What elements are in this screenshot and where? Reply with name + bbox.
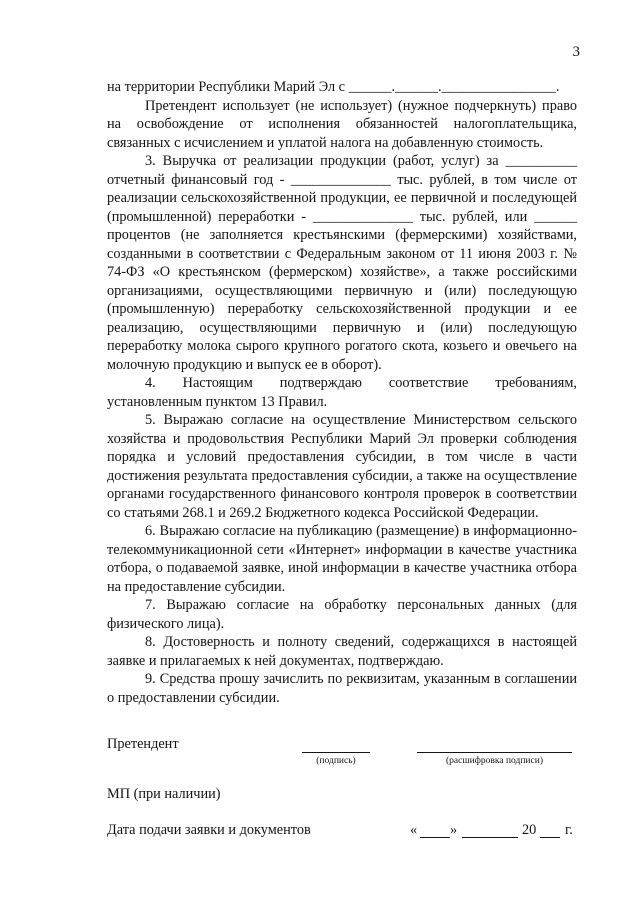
document-body bbox=[107, 78, 577, 707]
date-label: Дата подачи заявки и документов bbox=[107, 822, 311, 838]
date-year-prefix: 20 bbox=[522, 822, 537, 838]
date-open-quote: « bbox=[410, 822, 418, 838]
signature-caption: (подпись) bbox=[316, 756, 356, 766]
date-month-line bbox=[462, 837, 518, 838]
paragraph: 6. Выражаю согласие на публикацию (размещение) в информационно-телекоммуникационной сети «Интернет» информации в качестве участника отбора, о подаваемой заявке, иной информации в качестве участника отбора на предоставление субсидии. bbox=[107, 523, 577, 595]
decoding-line bbox=[417, 752, 572, 753]
date-year-suffix: г. bbox=[565, 822, 573, 838]
paragraph: 3. Выручка от реализации продукции (работ, услуг) за __________ отчетный финансовый год - ______________ тыс. рублей, в том числе от реализации сельскохозяйственной продукции, ее первичной и последующей (промышленной) переработки - ______________ тыс. рублей, или ______ процентов (не заполняется крестьянскими (фермерскими) хозяйствами, созданными в соответствии с Федеральным законом от 11 июня 2003 г. № 74-ФЗ «О крестьянском (фермерском) хозяйстве», а также российскими организациями, осуществляющими первичную и (или) последующую (промышленную) переработку сельскохозяйственной продукции и ее реализацию, осуществляющими первичную и (или) последующую переработку молока сырого крупного рогатого скота, козьего и овечьего на молочную продукцию и выпуск ее в оборот). bbox=[107, 153, 577, 373]
date-close-quote: » bbox=[450, 822, 458, 838]
date-year-line bbox=[540, 837, 560, 838]
decoding-caption: (расшифровка подписи) bbox=[446, 756, 543, 766]
paragraph: 4. Настоящим подтверждаю соответствие требованиям, установленным пунктом 13 Правил. bbox=[107, 375, 577, 410]
page-number: 3 bbox=[572, 44, 580, 60]
stamp-label: МП (при наличии) bbox=[107, 786, 221, 802]
paragraph: 8. Достоверность и полноту сведений, содержащихся в настоящей заявке и прилагаемых к ней документах, подтверждаю. bbox=[107, 634, 577, 669]
date-day-line bbox=[420, 837, 450, 838]
paragraph: 7. Выражаю согласие на обработку персональных данных (для физического лица). bbox=[107, 597, 577, 632]
applicant-label: Претендент bbox=[107, 736, 179, 752]
paragraph: Претендент использует (не использует) (нужное подчеркнуть) право на освобождение от исполнения обязанностей налогоплательщика, связанных с исчислением и уплатой налога на добавленную стоимость. bbox=[107, 97, 577, 151]
paragraph: на территории Республики Марий Эл с ______.______.________________. bbox=[107, 79, 560, 95]
signature-line bbox=[302, 752, 370, 753]
paragraph: 5. Выражаю согласие на осуществление Министерством сельского хозяйства и продовольствия Республики Марий Эл проверки соблюдения порядка и условий предоставления субсидии, в том числе в части достижения результата предоставления субсидии, а также на осуществление органами государственного финансового контроля проверок в соответствии со статьями 268.1 и 269.2 Бюджетного кодекса Российской Федерации. bbox=[107, 412, 577, 521]
paragraph: 9. Средства прошу зачислить по реквизитам, указанным в соглашении о предоставлении субсидии. bbox=[107, 671, 577, 706]
